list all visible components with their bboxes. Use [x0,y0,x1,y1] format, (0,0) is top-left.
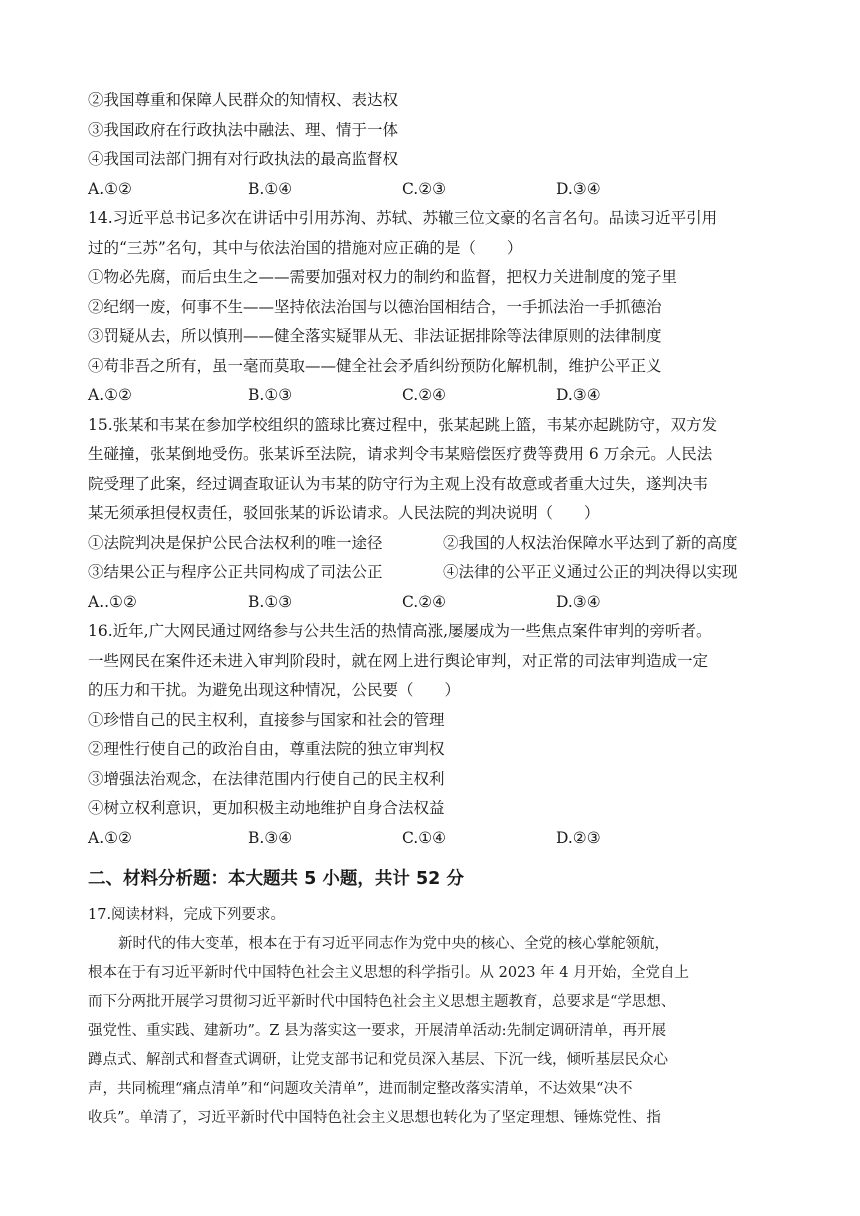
question-16 [88,617,772,853]
q16-stem-line-2: 一些网民在案件还未进入审判阶段时，就在网上进行舆论审判，对正常的司法审判造成一定 [88,651,709,670]
q14-option-d: D.③④ [556,386,601,404]
q14-statement-2: ②纪纲一废，何事不生——坚持依法治国与以德治国相结合，一手抓法治一手抓德治 [88,297,662,316]
q15-option-c: C.②④ [402,592,447,611]
question-14 [88,204,772,411]
q14-option-b: B.①③ [248,386,293,404]
q16-statement-2: ②理性行使自己的政治自由，尊重法院的独立审判权 [88,740,445,758]
q13-option-b: B.①④ [248,179,293,198]
q17-material-line-4: 强党性、重实践、建新功”。Z 县为落实这一要求，开展清单活动:先制定调研清单，再开展 [88,1023,666,1039]
q16-stem-line-1: 16.近年,广大网民通过网络参与公共生活的热情高涨,屡屡成为一些焦点案件审判的旁听者。 [88,622,712,640]
q14-statement-4: ④苟非吾之所有，虽一毫而莫取——健全社会矛盾纠纷预防化解机制，维护公平正义 [88,356,662,375]
q17-material-line-3: 而下分两批开展学习贯彻习近平新时代中国特色社会主义思想主题教育，总要求是“学思想、 [88,994,676,1010]
q13-option-c: C.②③ [402,179,447,198]
q16-option-a: A.①② [88,828,132,847]
q15-stem-line-3: 院受理了此案，经过调查取证认为韦某的防守行为主观上没有故意或者重大过失，遂判决韦 [88,474,709,493]
q16-options [88,824,772,854]
q14-stem-line-2: 过的“三苏”名句，其中与依法治国的措施对应正确的是（ ） [88,238,523,257]
q15-stem-line-2: 生碰撞，张某倒地受伤。张某诉至法院，请求判令韦某赔偿医疗费等费用 6 万余元。人民法 [88,445,713,463]
q16-option-b: B.③④ [248,828,293,847]
q17-material-line-7: 收兵”。单清了，习近平新时代中国特色社会主义思想也转化为了坚定理想、锤炼党性、指 [88,1110,661,1126]
q15-stem-line-1: 15.张某和韦某在参加学校组织的篮球比赛过程中，张某起跳上篮，韦某亦起跳防守，双方发 [88,415,718,434]
question-15 [88,411,772,618]
q15-option-d: D.③④ [556,592,601,611]
q17-material-line-1: 新时代的伟大变革，根本在于有习近平同志作为党中央的核心、全党的核心掌舵领航， [118,936,669,952]
q16-statement-3: ③增强法治观念，在法律范围内行使自己的民主权利 [88,769,445,788]
exam-page [88,86,772,1133]
q16-option-c: C.①④ [402,828,447,847]
q15-statement-1: ①法院判决是保护公民合法权利的唯一途径 [88,533,383,552]
q13-option-d: D.③④ [556,179,601,198]
q15-statements-row-1 [88,529,772,559]
q15-statement-3: ③结果公正与程序公正共同构成了司法公正 [88,563,383,581]
q16-stem-line-3: 的压力和干扰。为避免出现这种情况，公民要（ ） [88,681,461,699]
q14-option-a: A.①② [88,386,132,404]
q13-option-a: A.①② [88,179,132,198]
q15-option-b: B.①③ [248,592,293,611]
q14-statement-3: ③罚疑从去，所以慎刑——健全落实疑罪从无、非法证据排除等法律原则的法律制度 [88,327,662,345]
q13-statement-2: ②我国尊重和保障人民群众的知情权、表达权 [88,91,399,109]
question-17 [88,901,772,1133]
q14-stem-line-1: 14.习近平总书记多次在讲话中引用苏洵、苏轼、苏辙三位文豪的名言名句。品读习近平引用 [88,209,718,227]
q14-options [88,381,772,411]
q16-statement-4: ④树立权利意识，更加积极主动地维护自身合法权益 [88,799,445,817]
q13-statement-3: ③我国政府在行政执法中融法、理、情于一体 [88,120,399,139]
q16-statement-1: ①珍惜自己的民主权利，直接参与国家和社会的管理 [88,710,445,729]
q17-material-line-6: 声，共同梳理“痛点清单”和“问题攻关清单”，进而制定整改落实清单，不达效果“决不 [88,1081,633,1097]
q15-option-a: A..①② [88,592,137,611]
q15-statement-4: ④法律的公平正义通过公正的判决得以实现 [443,563,738,581]
q16-option-d: D.②③ [556,828,601,847]
question-13-tail [88,86,772,204]
q14-option-c: C.②④ [402,386,447,404]
q17-material-line-2: 根本在于有习近平新时代中国特色社会主义思想的科学指引。从 2023 年 4 月开始，全党自上 [88,965,690,981]
q17-intro: 17.阅读材料，完成下列要求。 [88,907,286,923]
q15-statement-2: ②我国的人权法治保障水平达到了新的高度 [443,533,738,552]
q14-statement-1: ①物必先腐，而后虫生之——需要加强对权力的制约和监督，把权力关进制度的笼子里 [88,268,678,286]
section-2-heading: 二、材料分析题：本大题共 5 小题，共计 52 分 [88,869,464,889]
q13-statement-4: ④我国司法部门拥有对行政执法的最高监督权 [88,150,399,168]
q17-material-line-5: 蹲点式、解剖式和督查式调研，让党支部书记和党员深入基层、下沉一线，倾听基层民众心 [88,1052,668,1068]
q15-statements-row-2 [88,558,772,588]
q13-options [88,175,772,205]
q15-options [88,588,772,618]
q15-stem-line-4: 某无须承担侵权责任，驳回张某的诉讼请求。人民法院的判决说明（ ） [88,504,600,522]
